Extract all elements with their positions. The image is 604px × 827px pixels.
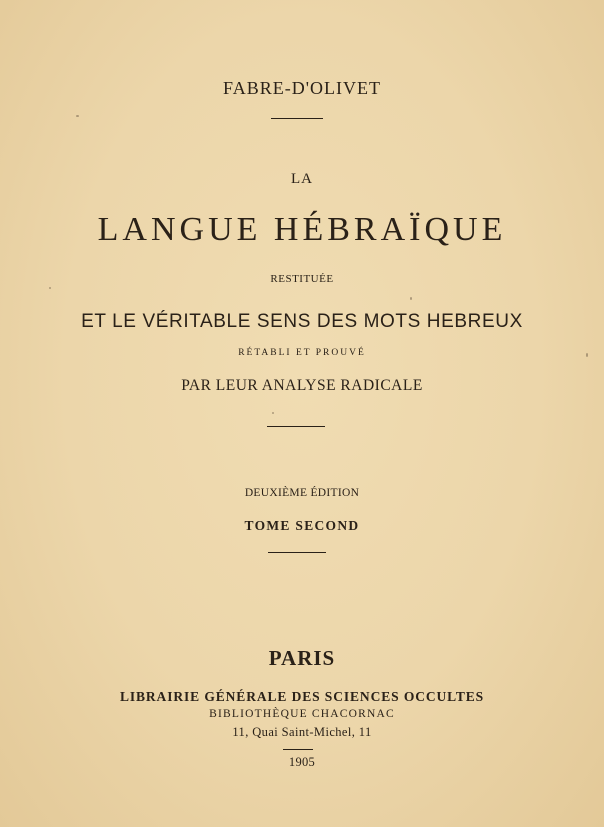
publisher-library: BIBLIOTHÈQUE CHACORNAC — [209, 708, 395, 720]
publication-city: PARIS — [268, 646, 336, 670]
author-name: FABRE-D'OLIVET — [223, 78, 381, 98]
divider-rule-2 — [267, 426, 325, 427]
paper-speck — [586, 353, 588, 357]
publisher-name: LIBRAIRIE GÉNÉRALE DES SCIENCES OCCULTES — [119, 689, 485, 704]
paper-speck — [76, 115, 79, 117]
tome-label: TOME SECOND — [244, 518, 360, 533]
divider-rule-4 — [283, 749, 313, 750]
subtitle-sens: ET LE VÉRITABLE SENS DES MOTS HEBREUX — [81, 311, 523, 332]
paper-speck — [410, 297, 412, 300]
title-article: LA — [291, 171, 313, 187]
divider-rule-1 — [271, 118, 323, 119]
paper-speck — [272, 412, 274, 414]
subtitle-restituee: RESTITUÉE — [270, 273, 334, 285]
subtitle-analyse: PAR LEUR ANALYSE RADICALE — [181, 377, 423, 394]
paper-speck — [49, 287, 51, 289]
edition-label: DEUXIÈME ÉDITION — [244, 487, 360, 499]
divider-rule-3 — [268, 552, 326, 553]
publisher-address: 11, Quai Saint-Michel, 11 — [232, 725, 372, 739]
subtitle-retabli: RÉTABLI ET PROUVÉ — [238, 348, 366, 358]
main-title: LANGUE HÉBRAÏQUE — [97, 211, 507, 248]
publication-year: 1905 — [288, 755, 316, 769]
